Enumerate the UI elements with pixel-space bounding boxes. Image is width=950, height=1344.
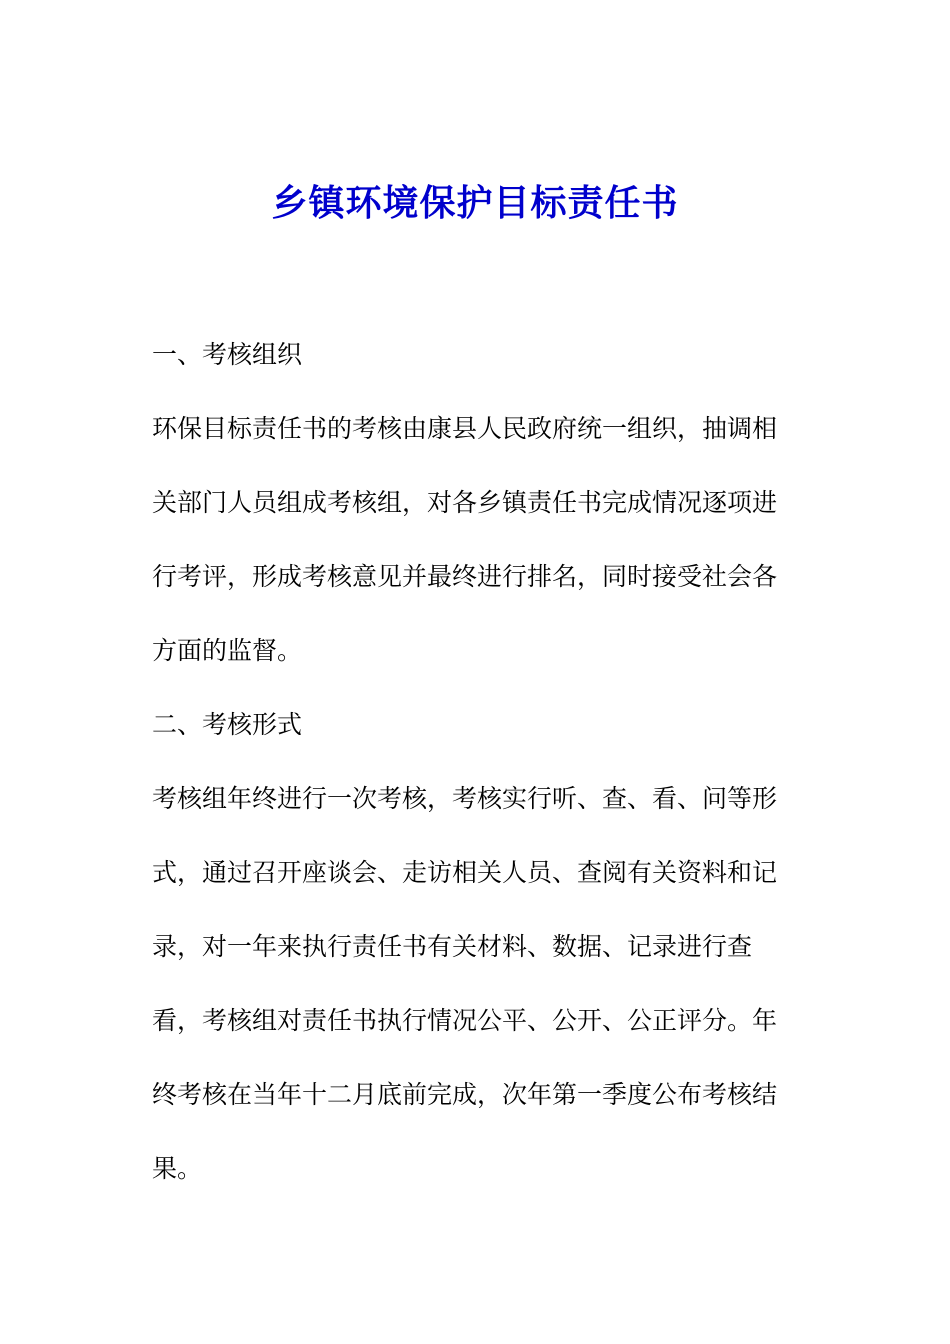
section-heading-organization: 一、考核组织 xyxy=(152,340,303,369)
document-body xyxy=(152,336,797,1224)
section-paragraph-form xyxy=(152,780,797,1187)
paragraph-line: 关部门人员组成考核组，对各乡镇责任书完成情况逐项进 xyxy=(152,488,778,517)
paragraph-line: 式，通过召开座谈会、走访相关人员、查阅有关资料和记 xyxy=(152,858,778,887)
paragraph-line: 果。 xyxy=(152,1154,203,1183)
section-heading-form: 二、考核形式 xyxy=(152,710,303,739)
paragraph-line: 行考评，形成考核意见并最终进行排名，同时接受社会各 xyxy=(152,562,778,591)
document-title: 乡镇环境保护目标责任书 xyxy=(271,182,679,224)
paragraph-line: 看，考核组对责任书执行情况公平、公开、公正评分。年 xyxy=(152,1006,778,1035)
paragraph-line: 录，对一年来执行责任书有关材料、数据、记录进行查 xyxy=(152,932,753,961)
paragraph-line: 方面的监督。 xyxy=(152,636,303,665)
paragraph-line: 考核组年终进行一次考核，考核实行听、查、看、问等形 xyxy=(152,784,778,813)
paragraph-line: 终考核在当年十二月底前完成，次年第一季度公布考核结 xyxy=(152,1080,778,1109)
section-paragraph-organization xyxy=(152,410,797,669)
paragraph-line: 环保目标责任书的考核由康县人民政府统一组织，抽调相 xyxy=(152,414,778,443)
